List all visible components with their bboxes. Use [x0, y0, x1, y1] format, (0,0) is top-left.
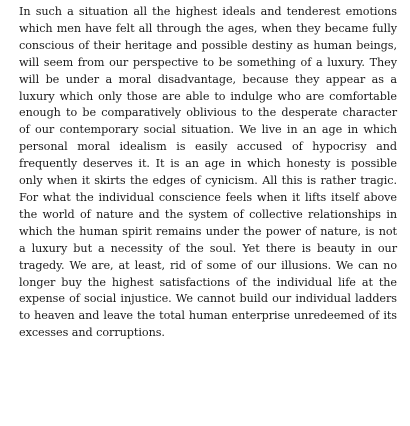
- body-paragraph: In such a situation all the highest ideals and tenderest emotions which men have felt all through the ages, when they became fully conscious of their heritage and possible destiny as human beings, will seem from our perspective to be something of a luxury. They will be under a moral disadvantage, because they appear as a luxury which only those are able to indulge who are comfortable enough to be comparatively oblivious to the desperate character of our contemporary social situation. We live in an age in which personal moral idealism is easily accused of hypocrisy and frequently deserves it. It is an age in which honesty is possible only when it skirts the edges of cynicism. All this is rather tragic. For what the individual conscience feels when it lifts itself above the world of nature and the system of collective relationships in which the human spirit remains under the power of nature, is not a luxury but a necessity of the soul. Yet there is beauty in our tragedy. We are, at least, rid of some of our illusions. We can no longer buy the highest satisfactions of the individual life at the expense of social injustice. We cannot build our individual ladders to heaven and leave the total human enterprise unredeemed of its excesses and corruptions.: [19, 5, 397, 340]
